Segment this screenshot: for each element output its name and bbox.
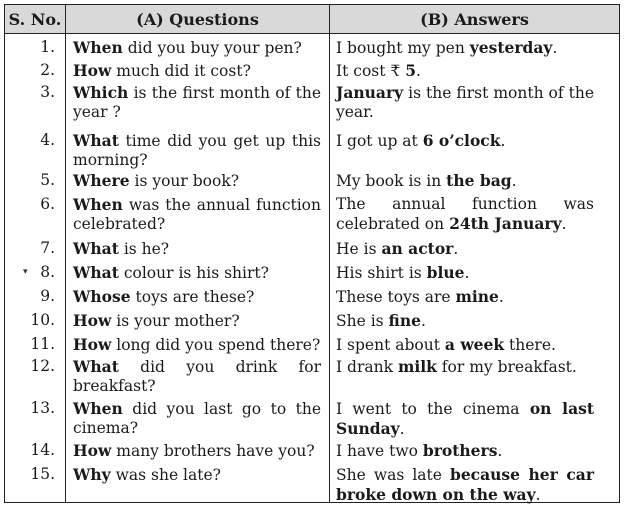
serial-number: 14.	[30, 441, 55, 459]
question-word: Where	[73, 171, 130, 190]
question-cell	[73, 195, 321, 234]
question-word: When	[73, 38, 123, 57]
question-text: was she late?	[110, 466, 221, 484]
answer-cell	[336, 287, 594, 307]
answer-key: the bag	[446, 171, 512, 190]
header-divider	[5, 33, 619, 34]
answer-text: I have two	[336, 442, 423, 460]
answer-key: brothers	[422, 441, 498, 460]
question-cell	[73, 83, 321, 122]
answer-cell	[336, 38, 594, 58]
question-text: much did it cost?	[111, 62, 251, 80]
serial-number: 10.	[30, 311, 55, 329]
answer-text: is the first month of the year.	[336, 84, 594, 121]
answer-text: .	[420, 312, 426, 330]
answer-cell	[336, 399, 594, 439]
serial-number: 7.	[40, 239, 55, 257]
answer-cell	[336, 239, 594, 259]
answer-text: She is	[336, 312, 389, 330]
serial-number: 15.	[30, 465, 55, 483]
qa-table	[4, 4, 620, 503]
serial-number: 4.	[40, 131, 55, 149]
col-divider-1	[65, 5, 66, 502]
answer-text: I bought my pen	[336, 39, 470, 57]
question-word: How	[73, 335, 112, 354]
question-text: long did you spend there?	[111, 336, 321, 354]
header-answers: (B) Answers	[330, 5, 619, 33]
answer-key: yesterday	[469, 38, 553, 57]
question-cell	[73, 171, 321, 191]
question-text: is the first month of the year ?	[73, 84, 321, 121]
question-cell	[73, 441, 321, 461]
question-cell	[73, 131, 321, 170]
question-text: was the annual function celebrated?	[73, 196, 321, 233]
question-word: What	[73, 357, 119, 376]
answer-cell	[336, 171, 594, 191]
question-word: How	[73, 441, 112, 460]
question-word: What	[73, 263, 119, 282]
answer-key: an actor	[381, 239, 454, 258]
answer-text: .	[552, 39, 558, 57]
serial-number: 2.	[40, 61, 55, 79]
answer-text: .	[497, 442, 503, 460]
answer-text: there.	[504, 336, 556, 354]
serial-number: 12.	[30, 357, 55, 375]
answer-cell	[336, 83, 594, 122]
answer-text: .	[399, 420, 405, 438]
answer-text: The annual function was celebrated on	[336, 195, 594, 233]
answer-key: 6 o’clock	[422, 131, 501, 150]
answer-key: a week	[444, 335, 505, 354]
answer-cell	[336, 465, 594, 505]
answer-text: .	[453, 240, 459, 258]
question-cell	[73, 239, 321, 259]
question-text: is your mother?	[111, 312, 240, 330]
serial-number: 13.	[30, 399, 55, 417]
answer-cell	[336, 195, 594, 234]
answer-cell	[336, 311, 594, 331]
answer-text: .	[416, 62, 421, 80]
question-text: many brothers have you?	[111, 442, 315, 460]
answer-text: He is	[336, 240, 382, 258]
question-word: When	[73, 195, 123, 214]
serial-number: 3.	[40, 83, 55, 101]
answer-key: mine	[455, 287, 499, 306]
answer-key: 24th January	[449, 214, 562, 233]
answer-key: fine	[388, 311, 421, 330]
question-text: toys are these?	[130, 288, 255, 306]
answer-key: because her car broke down on the way	[336, 465, 594, 504]
answer-key: January	[336, 83, 404, 102]
question-word: Why	[73, 465, 111, 484]
serial-number: 5.	[40, 171, 55, 189]
answer-text: I got up at	[336, 132, 423, 150]
question-cell	[73, 287, 321, 307]
answer-text: .	[511, 172, 517, 190]
serial-number: 1.	[40, 38, 55, 56]
answer-cell	[336, 441, 594, 461]
question-cell	[73, 311, 321, 331]
question-text: did you buy your pen?	[122, 39, 302, 57]
answer-key: on last Sunday	[336, 399, 594, 438]
question-word: What	[73, 131, 119, 150]
serial-number: 8.	[40, 263, 55, 281]
answer-text: .	[500, 132, 506, 150]
answer-text: It cost ₹	[336, 62, 406, 80]
question-word: How	[73, 61, 112, 80]
header-sno: S. No.	[5, 5, 65, 33]
serial-number: 9.	[40, 287, 55, 305]
question-text: is he?	[118, 240, 170, 258]
answer-text: .	[464, 264, 470, 282]
answer-text: .	[535, 486, 541, 504]
col-divider-2	[329, 5, 330, 502]
answer-key: milk	[397, 357, 437, 376]
question-word: How	[73, 311, 112, 330]
answer-cell	[336, 61, 594, 81]
margin-mark: ▾	[23, 267, 28, 277]
answer-cell	[336, 131, 594, 151]
header-questions: (A) Questions	[66, 5, 329, 33]
answer-text: .	[561, 215, 567, 233]
question-word: When	[73, 399, 123, 418]
serial-number: 6.	[40, 195, 55, 213]
answer-text: I drank	[336, 358, 398, 376]
answer-text: She was late	[336, 466, 450, 484]
question-cell	[73, 61, 321, 81]
question-text: did you last go to the cinema?	[73, 400, 321, 437]
question-text: is your book?	[129, 172, 240, 190]
question-cell	[73, 465, 321, 485]
serial-number: 11.	[30, 335, 55, 353]
question-cell	[73, 335, 321, 355]
answer-cell	[336, 263, 594, 283]
answer-text: My book is in	[336, 172, 447, 190]
question-text: did you drink for breakfast?	[73, 358, 321, 395]
question-cell	[73, 399, 321, 438]
answer-key: 5	[405, 61, 416, 80]
question-word: Which	[73, 83, 129, 102]
question-word: Whose	[73, 287, 131, 306]
answer-text: His shirt is	[336, 264, 427, 282]
answer-cell	[336, 335, 594, 355]
answer-cell	[336, 357, 594, 377]
question-cell	[73, 38, 321, 58]
question-text: colour is his shirt?	[118, 264, 269, 282]
answer-text: .	[498, 288, 504, 306]
question-text: time did you get up this morning?	[73, 132, 321, 169]
answer-text: for my breakfast.	[436, 358, 577, 376]
question-word: What	[73, 239, 119, 258]
question-cell	[73, 357, 321, 396]
answer-text: I went to the cinema	[336, 400, 530, 418]
answer-text: I spent about	[336, 336, 445, 354]
answer-text: These toys are	[336, 288, 456, 306]
answer-key: blue	[426, 263, 465, 282]
question-cell	[73, 263, 321, 283]
